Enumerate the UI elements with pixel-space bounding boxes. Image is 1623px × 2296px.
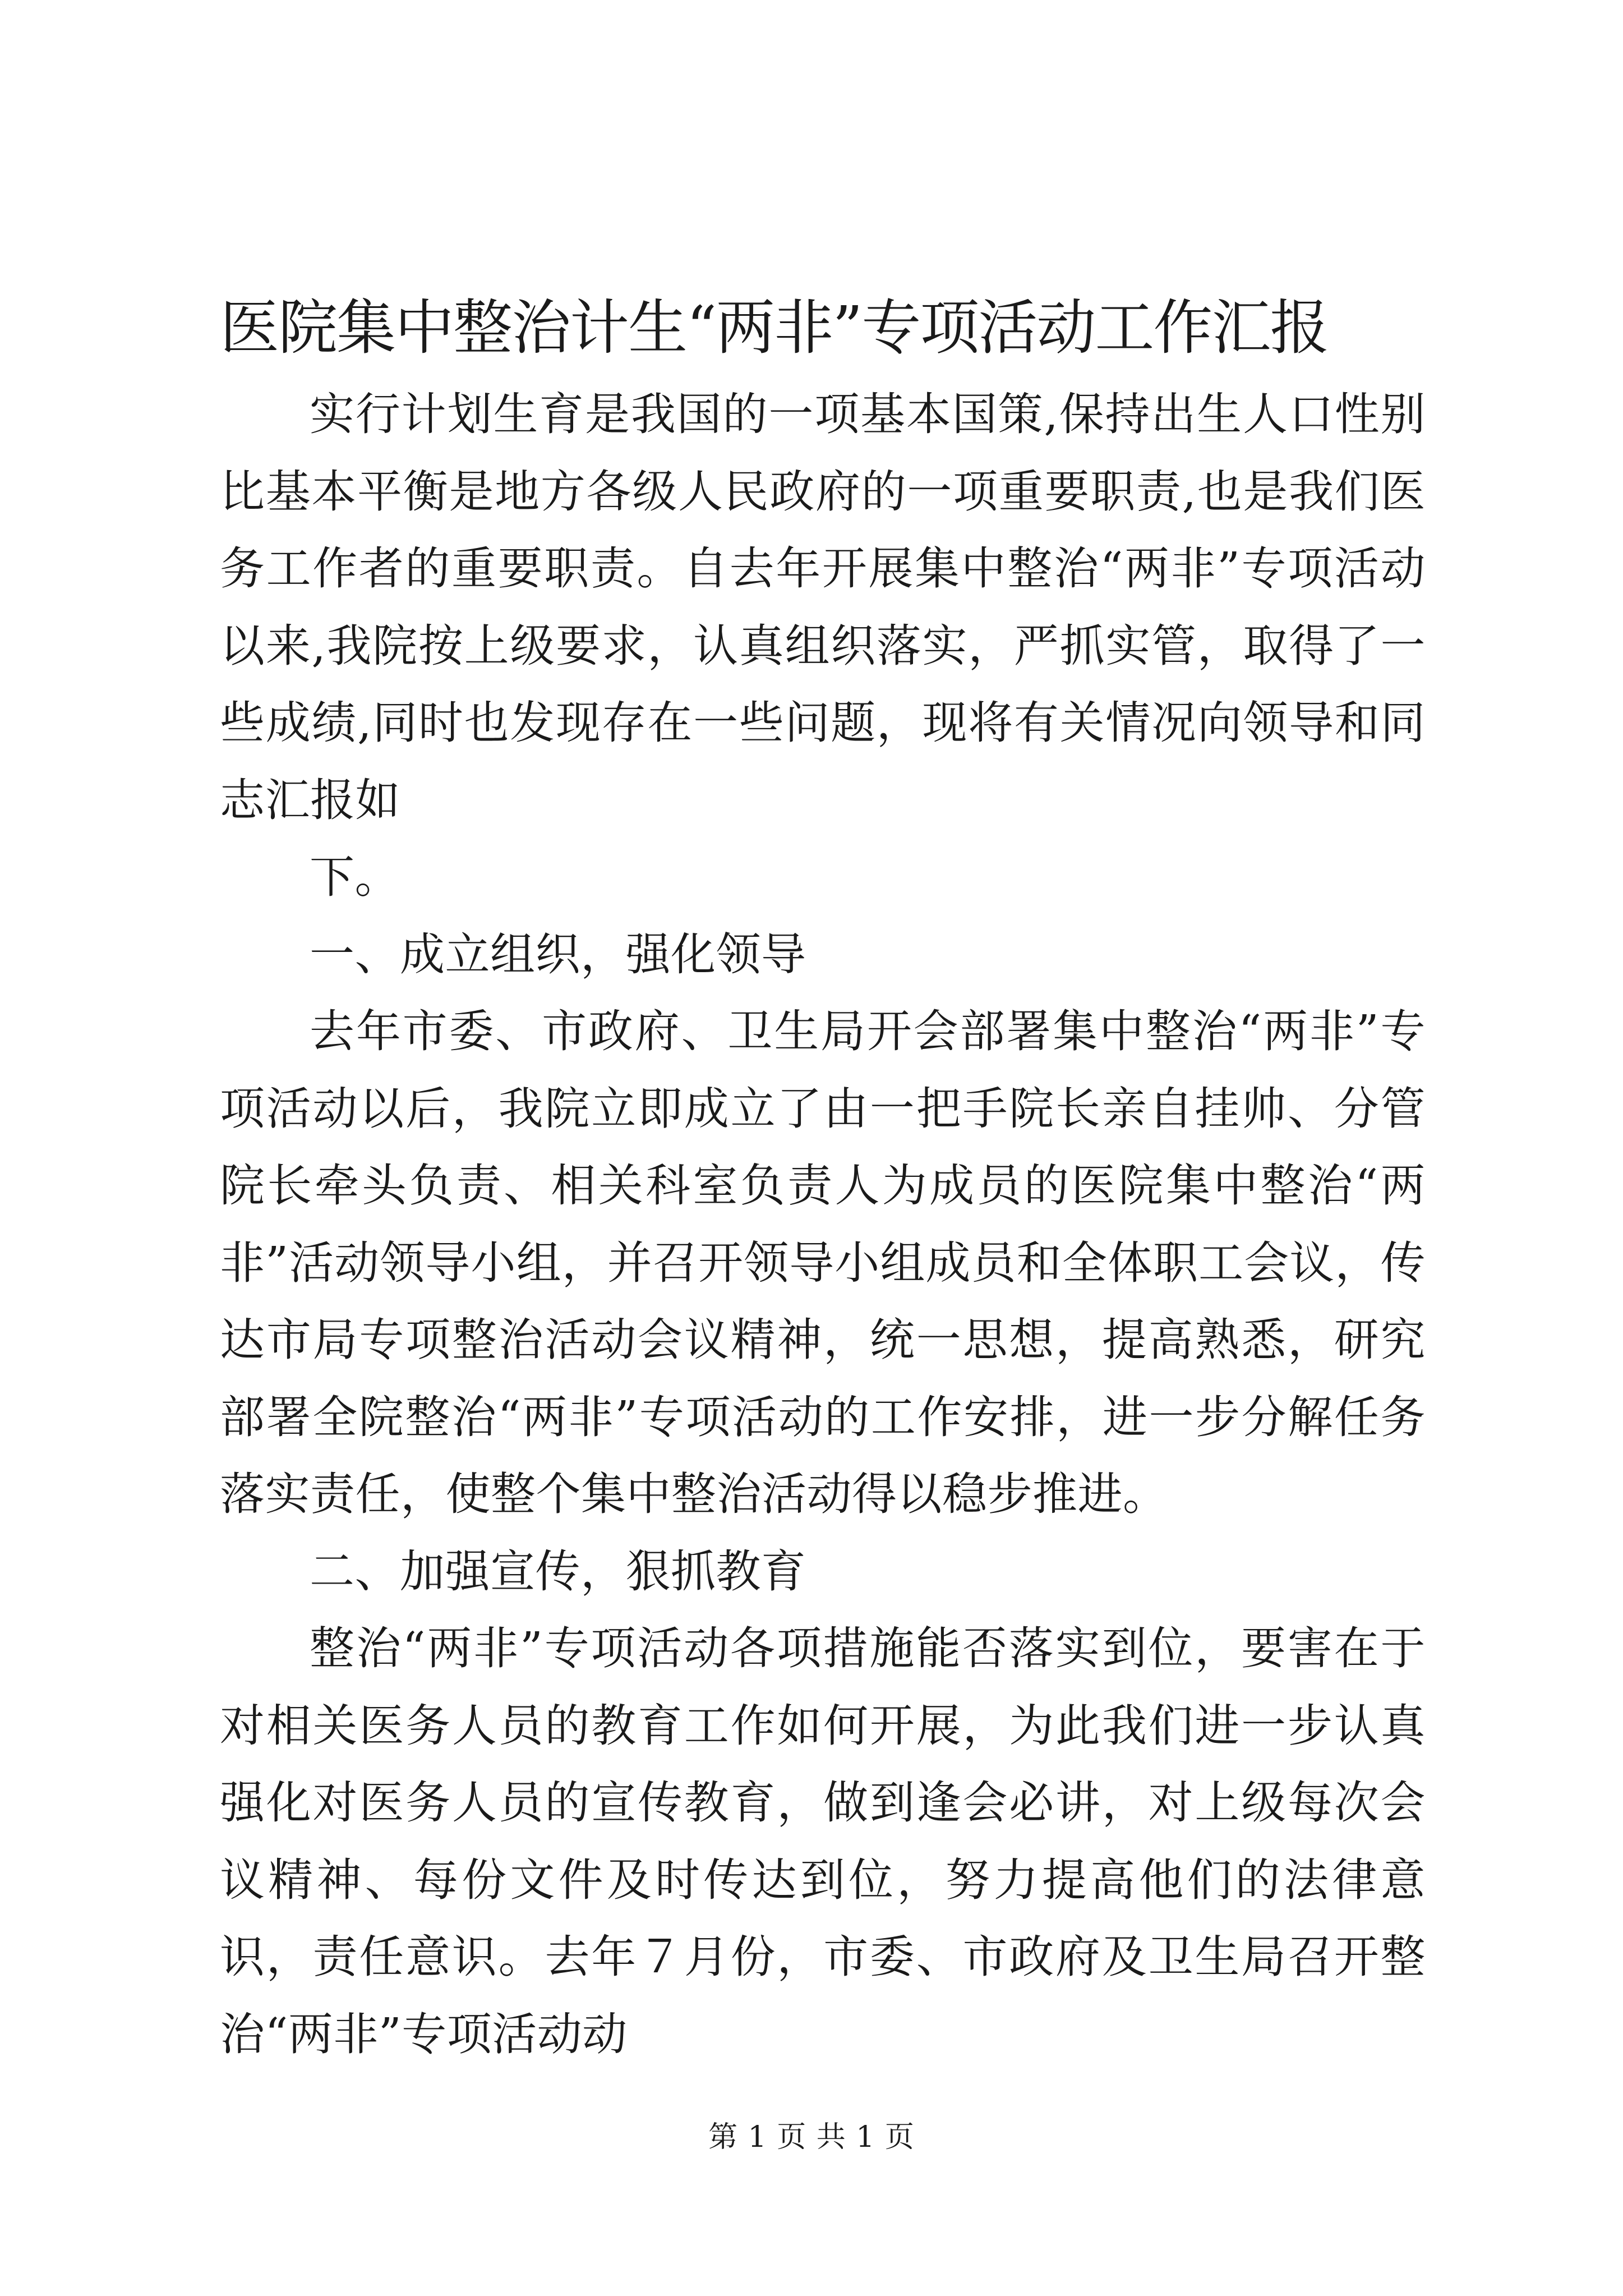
document-body bbox=[220, 376, 1426, 2073]
document-title: 医院集中整治计生“两非”专项活动工作汇报 bbox=[220, 293, 1329, 362]
paragraph-section-2: 整治“两非”专项活动各项措施能否落实到位，要害在于对相关医务人员的教育工作如何开展，为此我们进一步认真强化对医务人员的宣传教育，做到逢会必讲，对上级每次会议精神、每份文件及时传达到位，努力提高他们的法律意识，责任意识。去年７月份，市委、市政府及卫生局召开整治“两非”专项活动动 bbox=[220, 1622, 1426, 2060]
paragraph-intro-end: 下。 bbox=[310, 851, 400, 903]
paragraph-section-1: 去年市委、市政府、卫生局开会部署集中整治“两非”专项活动以后，我院立即成立了由一把手院长亲自挂帅、分管院长牵头负责、相关科室负责人为成员的医院集中整治“两非”活动领导小组，并召开领导小组成员和全体职工会议，传达市局专项整治活动会议精神，统一思想，提高熟悉，研究部署全院整治“两非”专项活动的工作安排，进一步分解任务落实责任，使整个集中整治活动得以稳步推进。 bbox=[220, 1005, 1426, 1520]
section-heading-2: 二、加强宣传，狠抓教育 bbox=[310, 1545, 806, 1598]
page-footer: 第 1 页 共 1 页 bbox=[708, 2120, 915, 2154]
paragraph-intro: 实行计划生育是我国的一项基本国策,保持出生人口性别比基本平衡是地方各级人民政府的一项重要职责,也是我们医务工作者的重要职责。自去年开展集中整治“两非”专项活动以来,我院按上级要求，认真组织落实，严抓实管，取得了一些成绩,同时也发现存在一些问题，现将有关情况向领导和同志汇报如 bbox=[220, 388, 1426, 826]
section-heading-1: 一、成立组织，强化领导 bbox=[310, 928, 806, 981]
